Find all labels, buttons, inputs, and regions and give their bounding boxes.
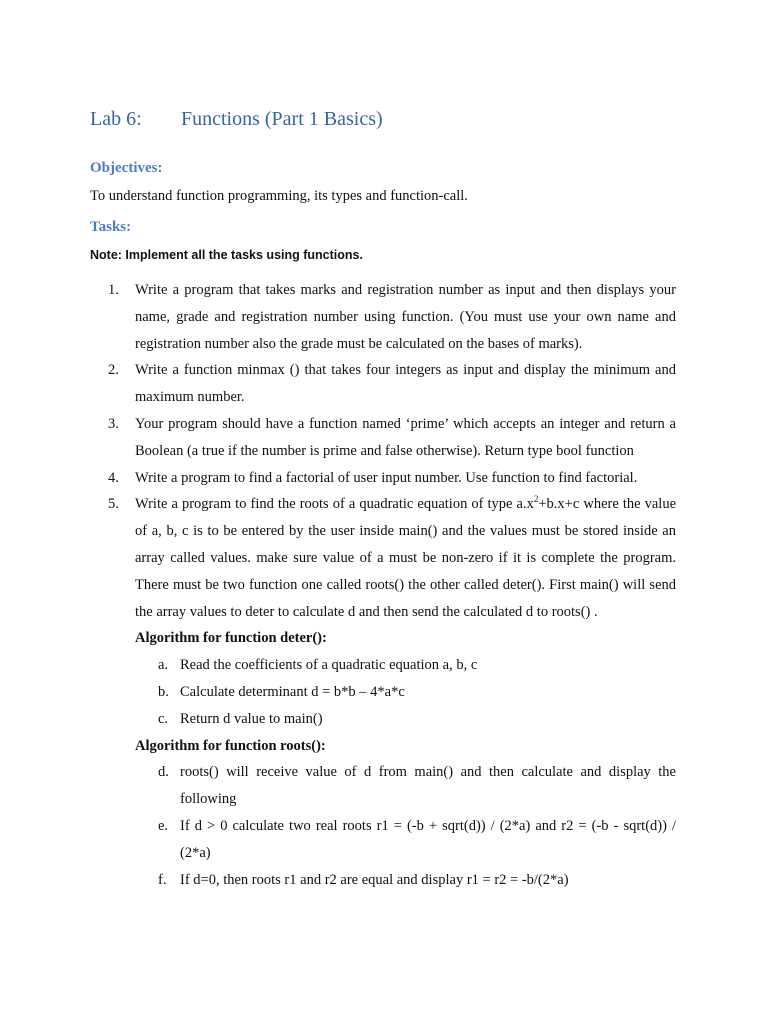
- step-letter: e.: [158, 817, 169, 834]
- algorithm-roots-heading: Algorithm for function roots():: [135, 737, 326, 754]
- step-text: roots() will receive value of d from main() and then calculate and display the following: [180, 764, 676, 808]
- step-text: If d=0, then roots r1 and r2 are equal and display r1 = r2 = -b/(2*a): [180, 871, 569, 888]
- objectives-text: To understand function programming, its types and function-call.: [90, 188, 468, 204]
- algorithm-step: [0, 813, 768, 867]
- step-text: Return d value to main(): [180, 710, 323, 727]
- task-list: [0, 277, 768, 893]
- lab-name: Functions (Part 1 Basics): [181, 108, 383, 130]
- step-text: Calculate determinant d = b*b – 4*a*c: [180, 683, 405, 700]
- task-text: Write a program to find a factorial of user input number. Use function to find factorial.: [135, 469, 638, 486]
- algorithm-step: [0, 679, 768, 706]
- step-letter: a.: [158, 657, 169, 674]
- lab-number: Lab 6:: [90, 108, 142, 130]
- task-item-1: [0, 277, 768, 357]
- step-letter: b.: [158, 683, 169, 700]
- task-number: 4.: [108, 469, 119, 486]
- objectives-heading: Objectives:: [90, 160, 163, 176]
- algorithm-step: [0, 759, 768, 813]
- task-number: 1.: [108, 282, 119, 298]
- task-text-part: +b.x+c where the value of a, b, c is to be entered by the user inside main() and the values must be stored inside an array called values. make sure value of a must be non-zero if it is complete the program. There must be two function one called roots() the other called deter(). First main() will send the array values to deter to calculate d and then send the calculated d to roots() .: [135, 496, 677, 620]
- exponent-superscript: 2: [533, 494, 539, 505]
- task-item-5: [0, 491, 768, 625]
- step-letter: d.: [158, 764, 169, 781]
- task-text: Write a program that takes marks and registration number as input and then displays your name, grade and registration number using function. (You must use your own name and registration number also the grade must be calculated on the bases of marks).: [135, 282, 676, 352]
- tasks-heading: Tasks:: [90, 219, 132, 235]
- step-text: If d > 0 calculate two real roots r1 = (-b + sqrt(d)) / (2*a) and r2 = (-b - sqrt(d)) / (2*a): [180, 817, 676, 861]
- task-item-2: [0, 357, 768, 411]
- step-text: Read the coefficients of a quadratic equation a, b, c: [180, 657, 478, 674]
- tasks-note: Note: Implement all the tasks using functions.: [90, 248, 363, 262]
- lab-title: [90, 108, 383, 131]
- task-number: 3.: [108, 415, 119, 432]
- task-text: [135, 491, 676, 625]
- step-letter: c.: [158, 710, 169, 727]
- task-number: 2.: [108, 362, 119, 379]
- task-item-3: [0, 411, 768, 465]
- algorithm-deter-heading: Algorithm for function deter():: [135, 630, 327, 647]
- algorithm-step: [0, 706, 768, 733]
- task-number: 5.: [108, 496, 119, 513]
- algorithm-step: [0, 652, 768, 679]
- step-letter: f.: [158, 871, 167, 888]
- task-item-4: [0, 465, 768, 492]
- algorithm-step: [0, 867, 768, 894]
- task-text: Your program should have a function named ‘prime’ which accepts an integer and return a Boolean (a true if the number is prime and false otherwise). Return type bool function: [135, 415, 676, 459]
- task-text: Write a function minmax () that takes four integers as input and display the minimum and maximum number.: [135, 362, 676, 406]
- task-text-part: Write a program to find the roots of a quadratic equation of type a.x: [135, 496, 534, 513]
